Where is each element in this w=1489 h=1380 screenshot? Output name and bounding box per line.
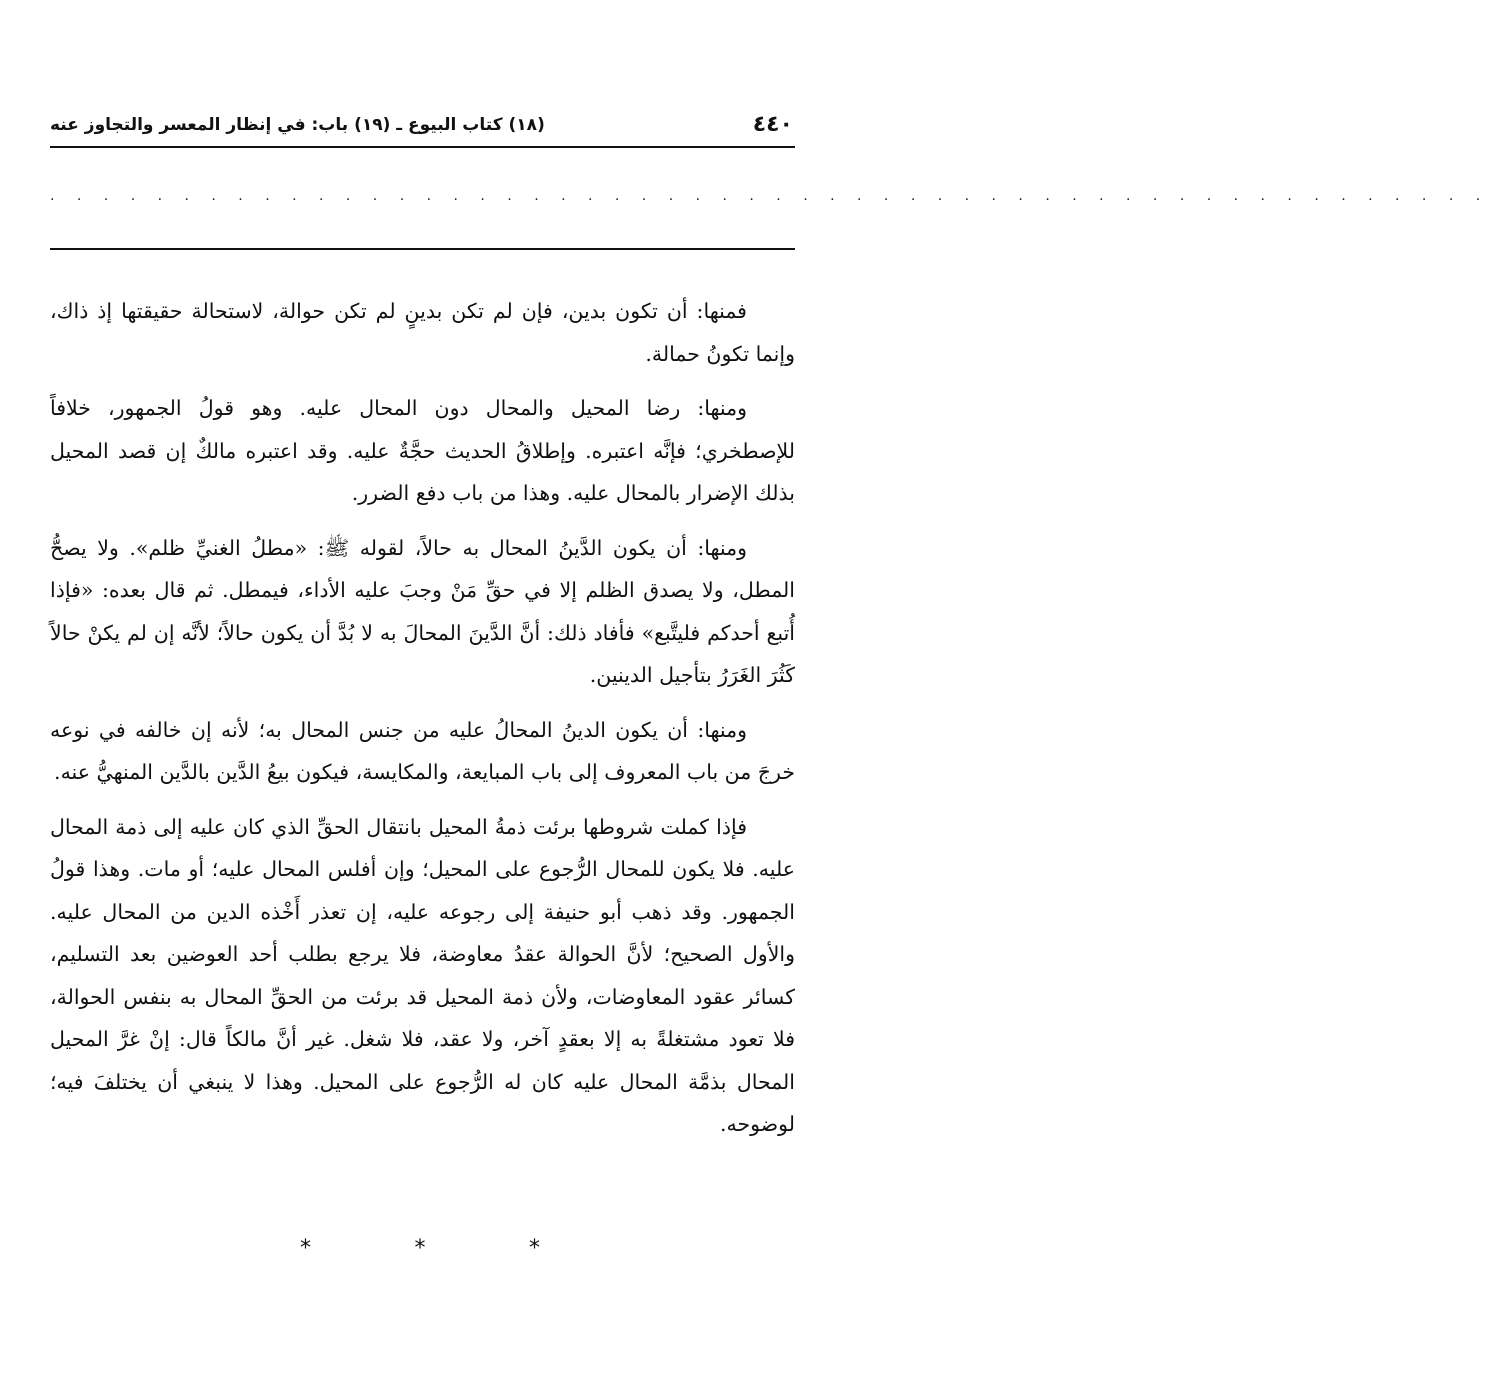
paragraph: فإذا كملت شروطها برئت ذمةُ المحيل بانتقال الحقِّ الذي كان عليه إلى ذمة المحال عليه. فلا يكون للمحال الرُّجوع على المحيل؛ وإن أفلس المحال عليه؛ أو مات. وهذا قولُ الجمهور. وقد ذهب أبو حنيفة إلى رجوعه عليه، إن تعذر أَخْذه الدين من المحال عليه. والأول الصحيح؛ لأنَّ الحوالة عقدُ معاوضة، فلا يرجع بطلب أحد العوضين بعد التسليم، كسائر عقود المعاوضات، ولأن ذمة المحيل قد برئت من الحقِّ المحال به بنفس الحوالة، فلا تعود مشتغلةً به إلا بعقدٍ آخر، ولا عقد، فلا شغل. غير أنَّ مالكاً قال: إنْ غرَّ المحيل المحال بذمَّة المحال عليه كان له الرُّجوع على المحيل. وهذا لا ينبغي أن يختلفَ فيه؛ لوضوحه. — [50, 814, 795, 1136]
page-number: ٤٤٠ — [752, 112, 793, 137]
paragraph: ومنها: أن يكون الدينُ المحالُ عليه من جنس المحال به؛ لأنه إن خالفه في نوعه خرجَ من باب المعروف إلى باب المبايعة، والمكايسة، فيكون بيعُ الدَّين بالدَّين المنهيُّ عنه. — [50, 717, 795, 784]
paragraph: ومنها: أن يكون الدَّينُ المحال به حالاً، لقوله ﷺ: «مطلُ الغنيِّ ظلم». ولا يصحُّ المطل، ولا يصدق الظلم إلا في حقِّ مَنْ وجبَ عليه الأداء، فيمطل. ثم قال بعده: «فإذا أُتبع أحدكم فليتَّبع» فأفاد ذلك: أنَّ الدَّينَ المحالَ به لا بُدَّ أن يكون حالاً؛ لأنَّه إن لم يكنْ حالاً كَثُرَ الغَرَرُ بتأجيل الدينين. — [50, 535, 795, 687]
footnote-separator-rule — [50, 248, 795, 250]
asterisk-ornament: * — [529, 1236, 540, 1261]
page-header — [50, 106, 795, 148]
asterisk-ornament: * — [414, 1236, 426, 1261]
main-text — [50, 290, 795, 1158]
paragraph: فمنها: أن تكون بدين، فإن لم تكن بدينٍ لم تكن حوالة، لاستحالة حقيقتها إذ ذاك، وإنما تكونُ حمالة. — [50, 299, 795, 366]
section-end-ornament — [300, 1236, 540, 1266]
asterisk-ornament: * — [300, 1236, 311, 1261]
running-title: (١٨) كتاب البيوع ـ (١٩) باب: في إنظار المعسر والتجاوز عنه — [50, 115, 545, 135]
omitted-text-dots: . . . . . . . . . . . . . . . . . . . . . . . . . . . . . . . . . . . . . . . . . . . . . . . . . . . . . . — [50, 188, 1489, 204]
paragraph: ومنها: رضا المحيل والمحال دون المحال عليه. وهو قولُ الجمهور، خلافاً للإصطخري؛ فإنَّه اعتبره. وإطلاقُ الحديث حجَّةٌ عليه. وقد اعتبره مالكٌ إن قصد المحيل بذلك الإضرار بالمحال عليه. وهذا من باب دفع الضرر. — [50, 396, 795, 505]
